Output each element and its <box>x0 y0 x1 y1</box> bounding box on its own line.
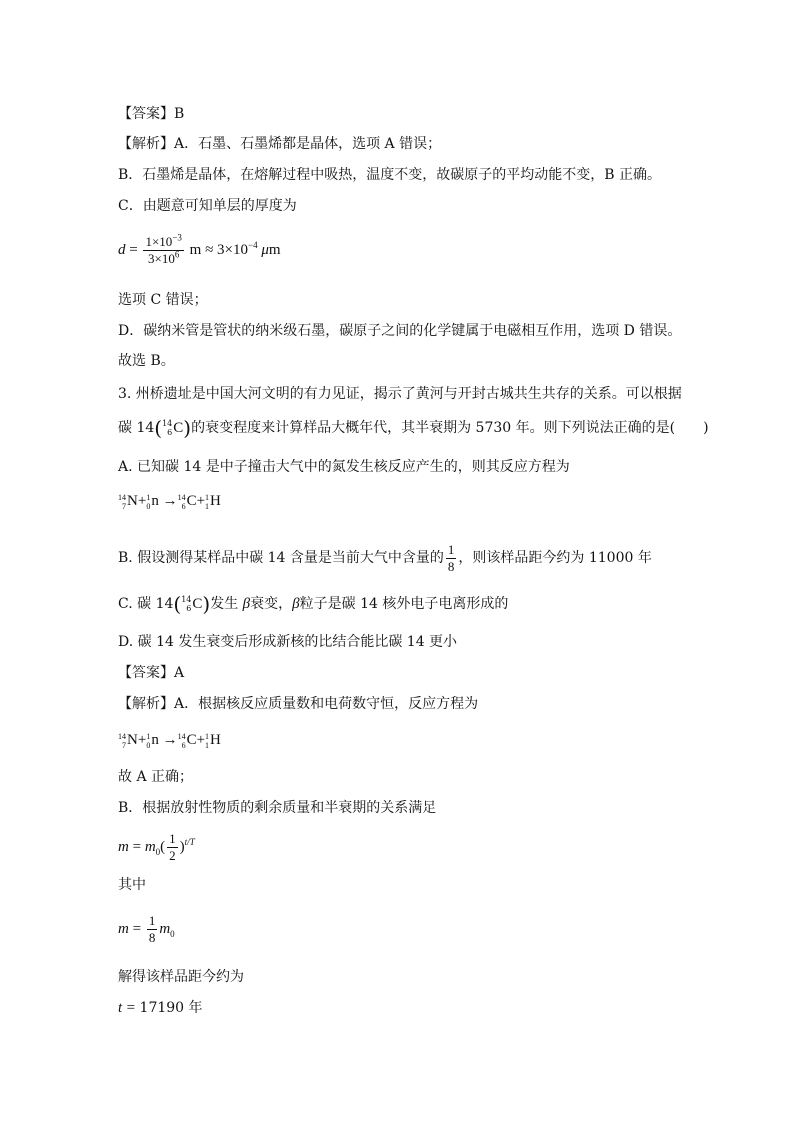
option-c: C. 碳 14( 14 6 C)发生 β衰变，β粒子是碳 14 核外电子电离形成的 <box>118 592 509 616</box>
analysis-c-2: 选项 C 错误； <box>118 292 208 308</box>
mass-ratio-formula: m = $\frac{1}{8}$ $m_0$ <box>118 913 175 946</box>
option-b: B. 假设测得某样品中碳 14 含量是当前大气中含量的 $\frac{1}{8}$ ，则该样品距今约为 11000 年 <box>118 541 652 574</box>
analysis-a-2: 【解析】A．根据核反应质量数和电荷数守恒，反应方程为 <box>118 696 479 712</box>
option-d: D. 碳 14 发生衰变后形成新核的比结合能比碳 14 更小 <box>118 634 458 650</box>
thickness-formula: d = $\frac{1\times 10^{-3}}{3\times 10^6}$ $m \approx 3\times 10^{-4}$ μm <box>118 232 281 267</box>
analysis-a-1: 【解析】A．石墨、石墨烯都是晶体，选项 A 错误； <box>118 136 442 152</box>
question-3-stem-2: 碳 14( 14 6 C)的衰变程度来计算样品大概年代，其半衰期为 5730 年。则下列说法正确的是( ) <box>118 416 709 440</box>
decay-formula: $m = m_0$( $\frac{1}{2}$ )$^{t/T}$ <box>118 831 195 864</box>
analysis-b-4: 解得该样品距今约为 <box>118 969 244 985</box>
analysis-b-1: B．石墨烯是晶体，在熔解过程中吸热，温度不变，故碳原子的平均动能不变，B 正确。 <box>118 167 662 183</box>
reaction-equation-1: 14 7 N+ 1 0 n → 14 6 C+ 1 1 H <box>118 492 221 511</box>
question-3-stem: 3. 州桥遗址是中国大河文明的有力见证，揭示了黄河与开封古城共生共存的关系。可以根据 <box>118 386 682 402</box>
result-line: t = 17190 年 <box>118 1000 203 1016</box>
conclusion-1: 故选 B。 <box>118 353 175 369</box>
analysis-c-1: C．由题意可知单层的厚度为 <box>118 198 297 214</box>
analysis-a-3: 故 A 正确； <box>118 769 194 785</box>
reaction-equation-2: 14 7 N+ 1 0 n → 14 6 C+ 1 1 H <box>118 731 221 750</box>
analysis-d-1: D．碳纳米管是管状的纳米级石墨，碳原子之间的化学键属于电磁相互作用，选项 D 错误。 <box>118 323 682 339</box>
option-a: A. 已知碳 14 是中子撞击大气中的氮发生核反应产生的，则其反应方程为 <box>118 459 570 475</box>
answer-label-2: 【答案】A <box>118 665 185 681</box>
analysis-b-2: B．根据放射性物质的剩余质量和半衰期的关系满足 <box>118 800 437 816</box>
analysis-b-3: 其中 <box>118 877 146 893</box>
answer-label-1: 【答案】B <box>118 106 185 122</box>
